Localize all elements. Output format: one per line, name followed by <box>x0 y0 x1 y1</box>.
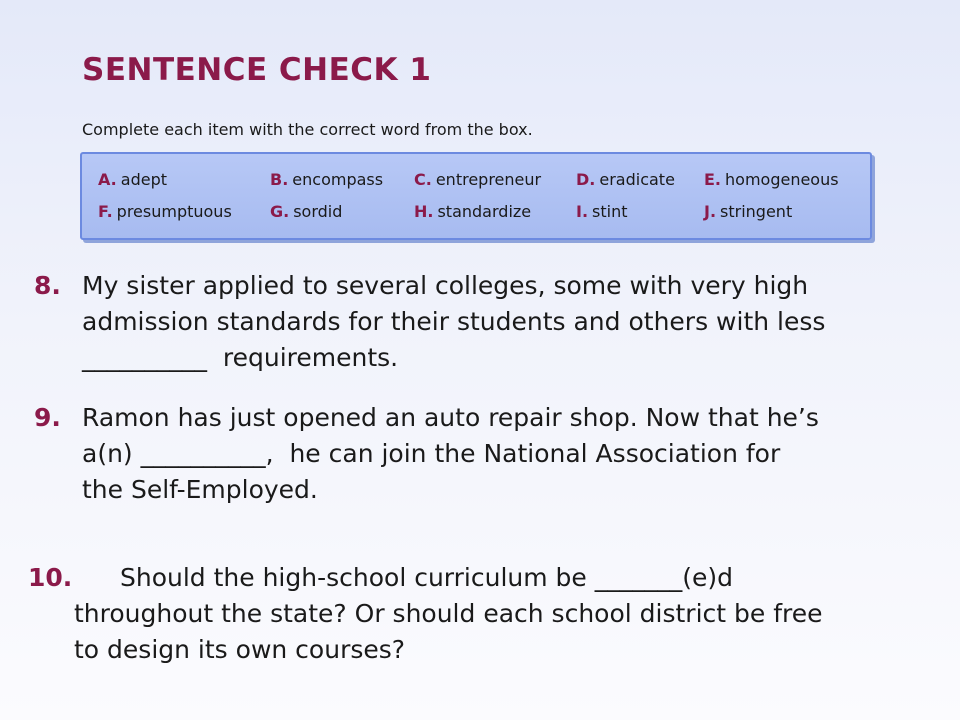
question-line: My sister applied to several colleges, some with very high <box>82 271 809 300</box>
question-number: 10. <box>28 563 73 592</box>
word-option: D. eradicate <box>576 170 675 189</box>
word-option: B. encompass <box>270 170 384 189</box>
question-item-8 <box>0 268 960 380</box>
word-box <box>80 152 872 240</box>
page-title: SENTENCE CHECK 1 <box>82 52 432 88</box>
word-option: J. stringent <box>704 202 793 221</box>
question-line: Ramon has just opened an auto repair shop. Now that he’s <box>82 403 819 432</box>
word-option: F. presumptuous <box>98 202 232 221</box>
question-line: Should the high-school curriculum be _______(e)d <box>120 563 734 592</box>
question-item-9 <box>0 400 960 512</box>
question-item-10 <box>0 560 960 672</box>
word-option: G. sordid <box>270 202 343 221</box>
question-line: a(n) __________, he can join the National Association for <box>82 439 781 468</box>
question-line: __________ requirements. <box>82 343 399 372</box>
word-option: C. entrepreneur <box>414 170 542 189</box>
question-line: throughout the state? Or should each school district be free <box>74 599 823 628</box>
question-line: the Self-Employed. <box>82 475 318 504</box>
question-line: to design its own courses? <box>74 635 406 664</box>
word-option: E. homogeneous <box>704 170 839 189</box>
question-number: 8. <box>34 271 61 300</box>
word-option: H. standardize <box>414 202 532 221</box>
question-number: 9. <box>34 403 61 432</box>
word-option: A. adept <box>98 170 167 189</box>
word-option: I. stint <box>576 202 628 221</box>
question-line: admission standards for their students and others with less <box>82 307 826 336</box>
instructions-text: Complete each item with the correct word from the box. <box>82 120 533 139</box>
